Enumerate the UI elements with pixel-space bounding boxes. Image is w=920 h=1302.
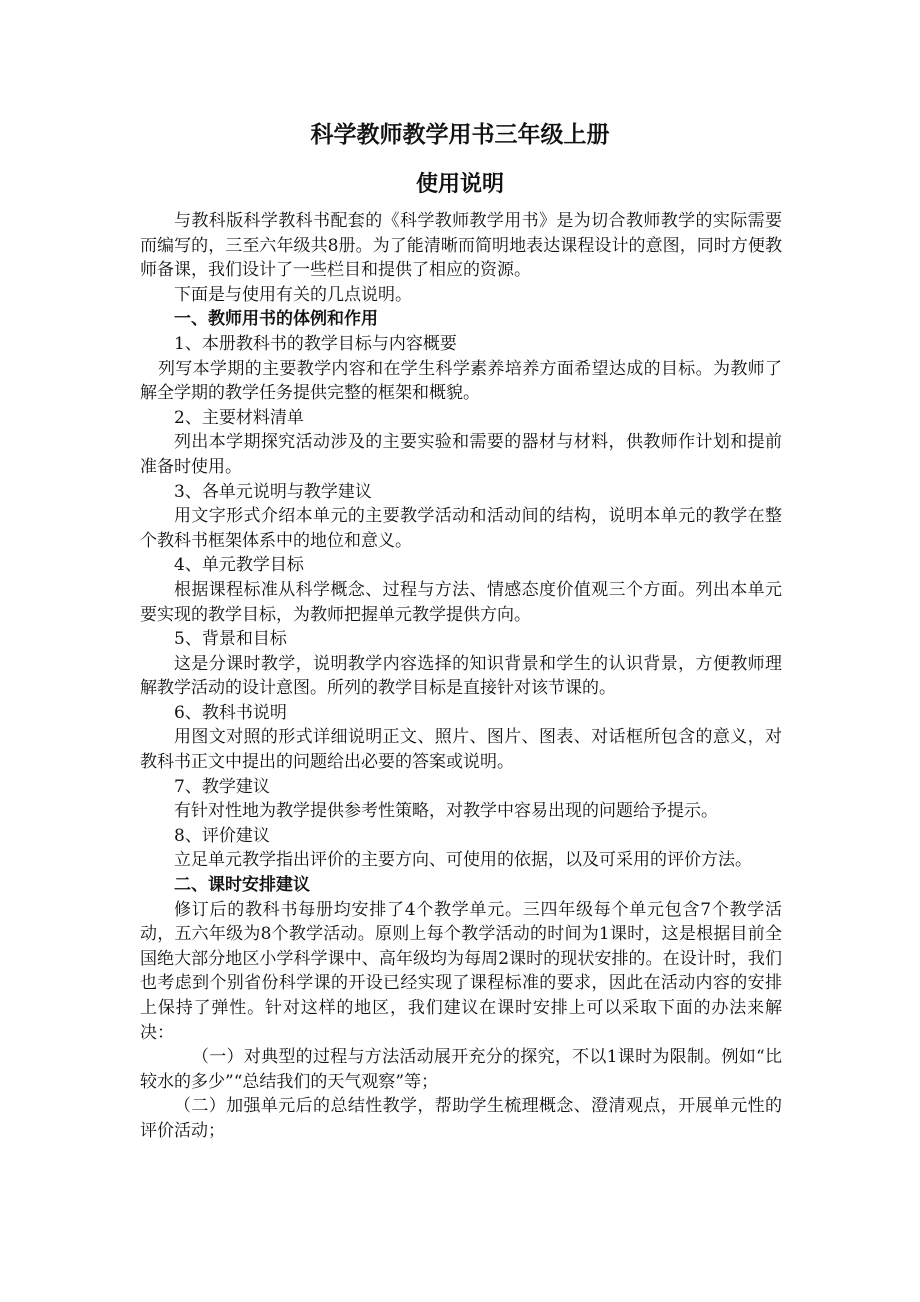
item-label: 2、主要材料清单 [174,407,304,428]
document-subtitle: 使用说明 [415,172,504,197]
intro-paragraph: 与教科版科学教科书配套的《科学教师教学用书》是为切合教师教学的实际需要而编写的，三至六年级共8册。为了能清晰而简明地表达课程设计的意图，同时方便教师备课，我们设计了一些栏目和提供了相应的资源。 [140,211,782,281]
intro-note: 下面是与使用有关的几点说明。 [174,284,412,305]
item-text: 立足单元教学指出评价的主要方向、可使用的依据，以及可采用的评价方法。 [174,850,752,871]
section-2-point-1: （一）对典型的过程与方法活动展开充分的探究，不以1课时为限制。例如“比较水的多少”“总结我们的天气观察”等； [140,1047,782,1092]
item-label: 7、教学建议 [174,776,270,797]
item-text: 根据课程标准从科学概念、过程与方法、情感态度价值观三个方面。列出本单元要实现的教学目标，为教师把握单元教学提供方向。 [140,579,782,625]
item-label: 3、各单元说明与教学建议 [174,481,372,502]
section-heading-2: 二、课时安排建议 [174,875,310,896]
document-body [140,209,782,1144]
item-text: 这是分课时教学，说明教学内容选择的知识背景和学生的认识背景，方便教师理解教学活动的设计意图。所列的教学目标是直接针对该节课的。 [140,653,782,699]
item-label: 5、背景和目标 [174,629,287,650]
section-2-point-2: （二）加强单元后的总结性教学，帮助学生梳理概念、澄清观点，开展单元性的评价活动； [140,1096,782,1141]
item-text: 列出本学期探究活动涉及的主要实验和需要的器材与材料，供教师作计划和提前准备时使用。 [140,432,782,477]
item-text: 用图文对照的形式详细说明正文、照片、图片、图表、对话框所包含的意义，对教科书正文中提出的问题给出必要的答案或说明。 [140,727,782,773]
item-label: 8、评价建议 [174,825,270,846]
item-label: 4、单元教学目标 [174,555,304,576]
item-text: 用文字形式介绍本单元的主要教学活动和活动间的结构，说明本单元的教学在整个教科书框架体系中的地位和意义。 [140,506,782,551]
item-text: 有针对性地为教学提供参考性策略，对教学中容易出现的问题给予提示。 [174,801,718,822]
item-label: 6、教科书说明 [174,702,287,723]
section-heading-1: 一、教师用书的体例和作用 [174,309,378,330]
section-2-paragraph: 修订后的教科书每册均安排了4个教学单元。三四年级每个单元包含7个教学活动，五六年级为8个教学活动。原则上每个教学活动的时间为1课时，这是根据目前全国绝大部分地区小学科学课中、高年级均为每周2课时的现状安排的。在设计时，我们也考虑到个别省份科学课的开设已经实现了课程标准的要求，因此在活动内容的安排上保持了弹性。针对这样的地区，我们建议在课时安排上可以采取下面的办法来解决： [140,899,782,1043]
item-label: 1、本册教科书的教学目标与内容概要 [174,333,457,354]
document-title: 科学教师教学用书三年级上册 [310,122,610,148]
item-text: 列写本学期的主要教学内容和在学生科学素养培养方面希望达成的目标。为教师了解全学期的教学任务提供完整的框架和概貌。 [140,358,782,404]
